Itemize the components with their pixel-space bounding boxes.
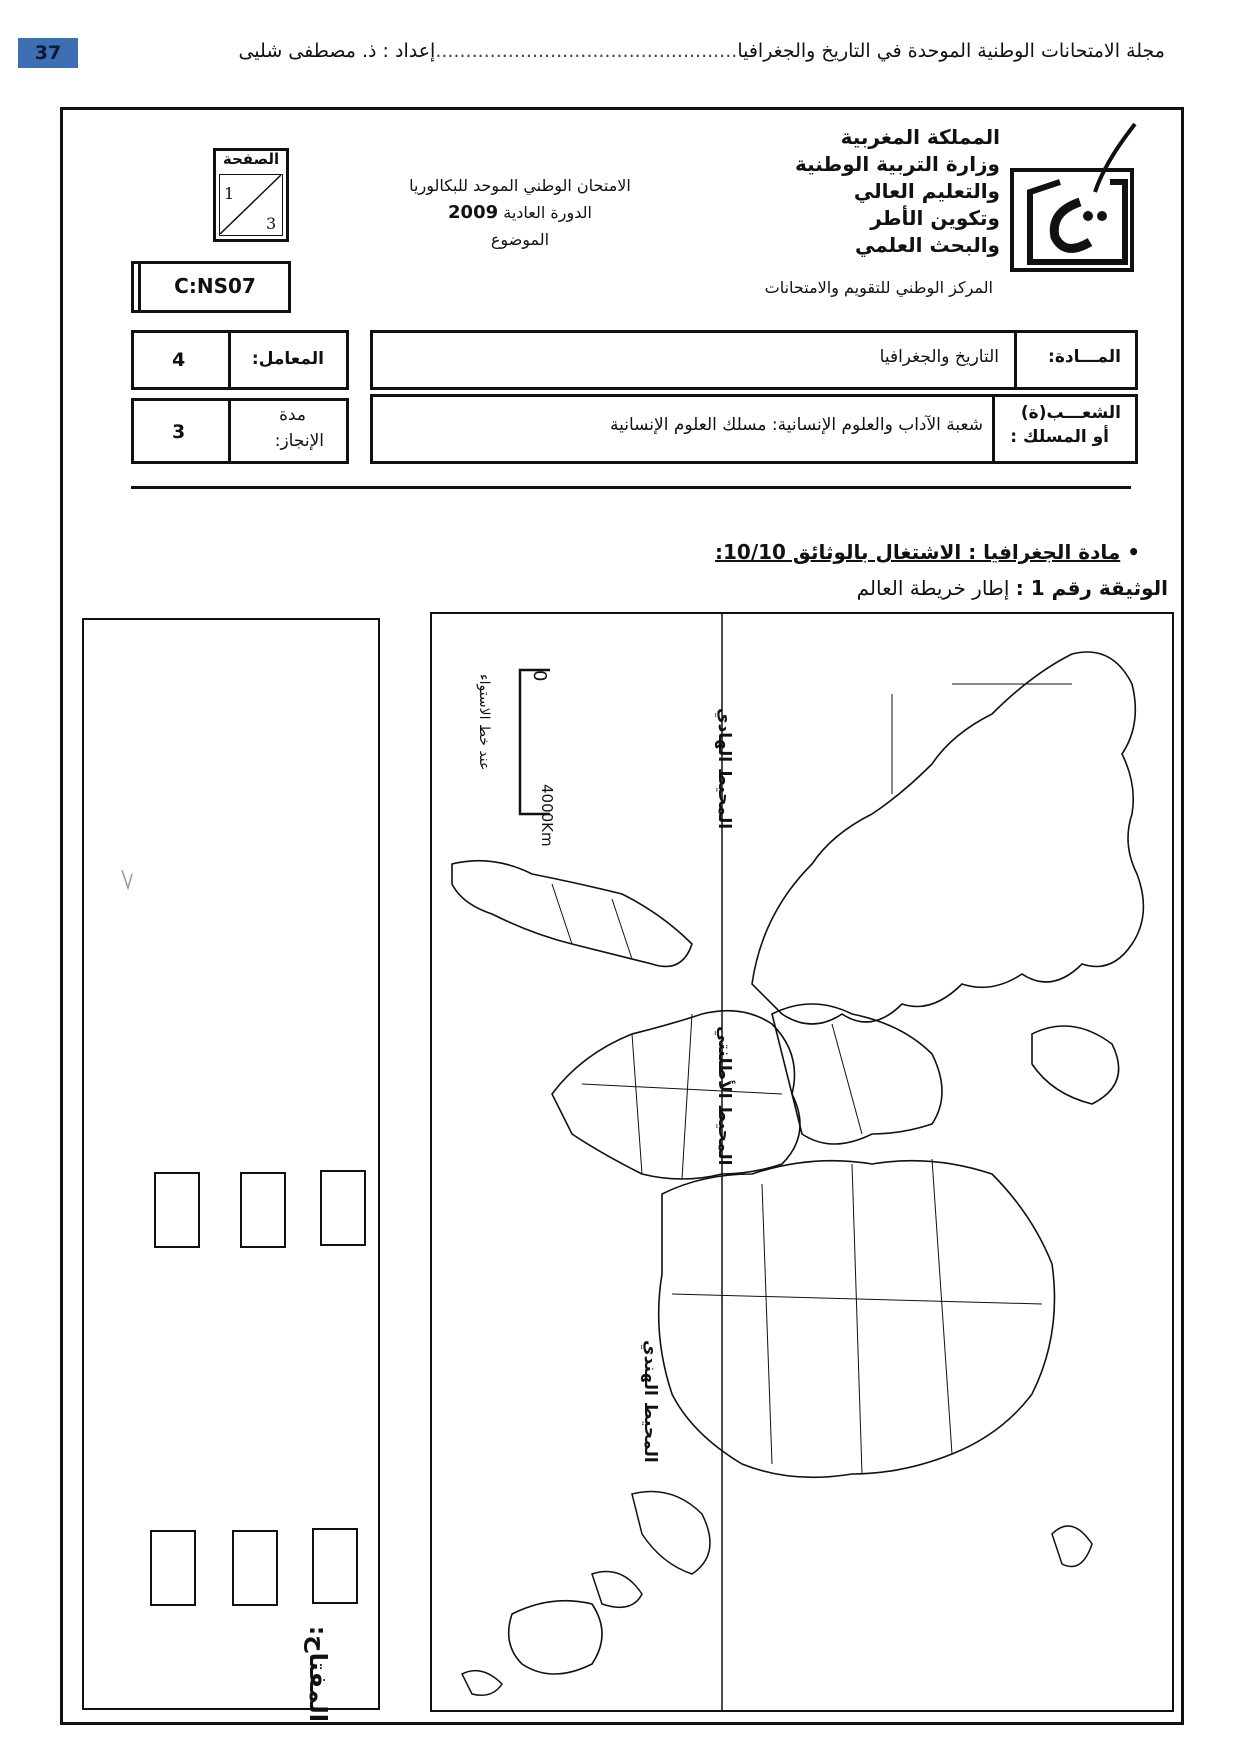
page-total: 3 <box>266 214 277 233</box>
code-box-bar <box>138 264 141 310</box>
page-number: 37 <box>18 38 78 68</box>
center-name: المركز الوطني للتقويم والامتحانات <box>764 278 993 297</box>
exam-code: C:NS07 <box>174 274 256 298</box>
row-divider <box>1014 333 1017 387</box>
continent-africa <box>552 1011 800 1179</box>
document-caption-text: إطار خريطة العالم <box>856 576 1010 600</box>
page-current: 1 <box>224 184 235 203</box>
running-header <box>105 40 1165 62</box>
subject-row <box>370 330 1138 390</box>
ocean-label-indian: المحيط الهندي <box>640 1340 660 1463</box>
document-caption <box>857 576 1168 600</box>
world-map-drawing <box>432 614 1172 1710</box>
world-map <box>430 612 1174 1712</box>
ministry-name <box>680 124 1000 259</box>
coefficient-value: 4 <box>172 349 186 371</box>
header-dots: .................................................. <box>435 40 738 62</box>
coefficient-label: المعامل: <box>251 349 324 369</box>
branch-label: الشعـــب(ة) <box>1020 403 1121 423</box>
key-box[interactable] <box>154 1172 200 1248</box>
ministry-line: وزارة التربية الوطنية <box>794 152 1000 176</box>
kingdom-name: المملكة المغربية <box>840 125 1000 149</box>
duration-label-2: الإنجاز: <box>274 431 324 451</box>
ocean-label-atlantic: المحيط الأطلنتي <box>714 1026 734 1166</box>
key-box[interactable] <box>312 1528 358 1604</box>
key-box[interactable] <box>232 1530 278 1606</box>
branch-value: شعبة الآداب والعلوم الإنسانية: مسلك العلوم الإنسانية <box>609 415 983 435</box>
exam-subject-word: الموضوع <box>490 230 550 249</box>
branch-row <box>370 394 1138 464</box>
key-box[interactable] <box>150 1530 196 1606</box>
key-label: المفتاح: <box>304 1625 332 1722</box>
continent-north-america <box>752 652 1143 1024</box>
document-label: الوثيقة رقم 1 : <box>1015 576 1168 600</box>
section-title-text: مادة الجغرافيا : الاشتغال بالوثائق 10/10: <box>714 540 1121 564</box>
continent-australia <box>509 1601 602 1674</box>
duration-row <box>131 398 349 464</box>
ocean-label-pacific: المحيط الهادي <box>714 708 734 830</box>
scale-value: 4000Km <box>538 784 556 847</box>
ministry-line: وتكوين الأطر <box>870 206 1000 230</box>
key-box[interactable] <box>320 1170 366 1246</box>
duration-label: مدة <box>279 405 306 425</box>
duration-value: 3 <box>172 421 186 443</box>
ministry-line: والتعليم العالي <box>853 179 1000 203</box>
scale-note: عند خط الاستواء <box>476 674 492 771</box>
row-divider <box>992 397 995 461</box>
row-divider <box>228 401 231 461</box>
exam-title-block <box>360 172 680 253</box>
exam-title: الامتحان الوطني الموحد للبكالوريا <box>409 176 631 195</box>
key-box[interactable] <box>240 1172 286 1248</box>
stray-mark <box>118 866 138 896</box>
subject-value: التاريخ والجغرافيا <box>879 347 999 367</box>
author: إعداد : ذ. مصطفى شليى <box>238 40 436 62</box>
bullet: • <box>1127 540 1140 564</box>
ministry-logo-icon <box>1010 122 1140 274</box>
continent-south-america <box>452 861 692 967</box>
page-box-label: الصفحة <box>222 150 280 168</box>
key-panel <box>82 618 380 1710</box>
header-rule <box>131 486 1131 489</box>
section-title <box>715 540 1140 564</box>
coefficient-row <box>131 330 349 390</box>
subject-label: المـــادة: <box>1048 347 1121 367</box>
branch-label-2: أو المسلك : <box>1010 427 1109 447</box>
exam-session: الدورة العادية 2009 <box>448 202 592 223</box>
row-divider <box>228 333 231 387</box>
magazine-title: مجلة الامتحانات الوطنية الموحدة في التاريخ والجغرافيا <box>737 40 1165 62</box>
scale-zero: 0 <box>529 670 550 682</box>
exam-year: 2009 <box>448 202 499 223</box>
continent-europe <box>772 1004 942 1144</box>
ministry-line: والبحث العلمي <box>855 233 1000 257</box>
